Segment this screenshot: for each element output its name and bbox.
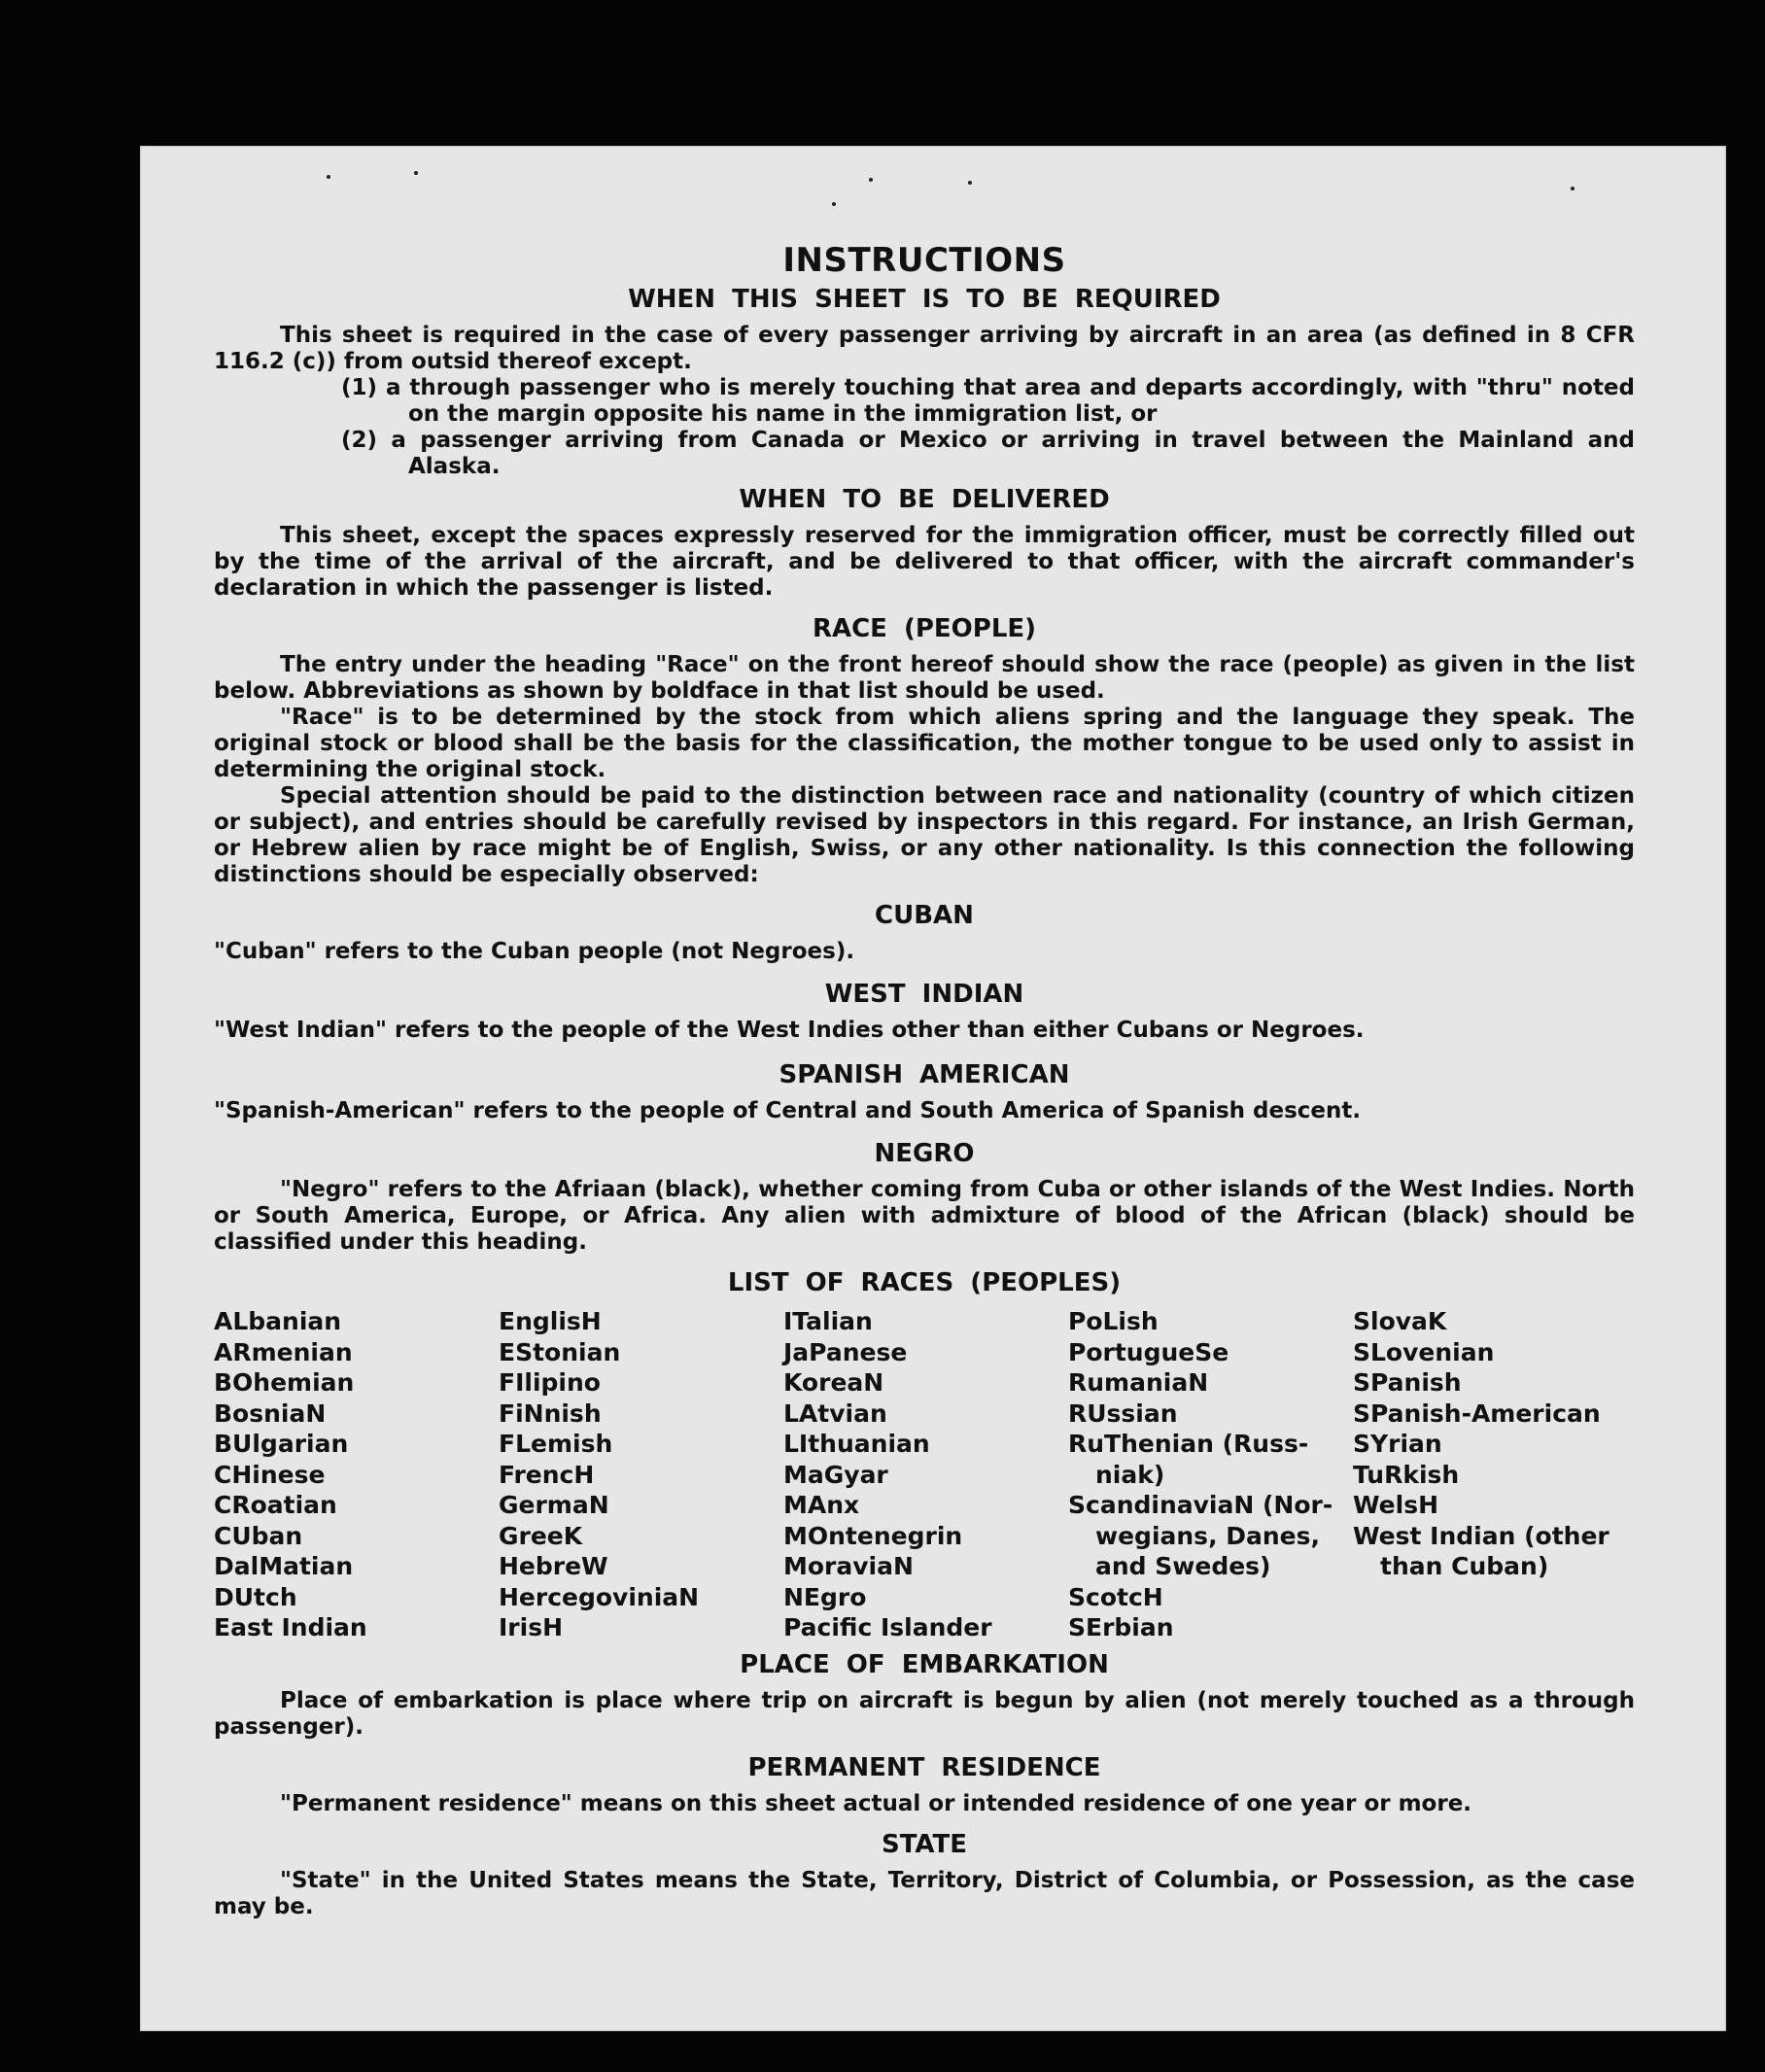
race-paragraph-1: The entry under the heading "Race" on the front hereof should show the race (people) as given in the list below. Abbreviations as shown by boldface in that list should be used.	[214, 652, 1635, 704]
heading-when-delivered: WHEN TO BE DELIVERED	[739, 485, 1110, 514]
race-entry: FiNnish	[499, 1399, 602, 1428]
race-entry: ARmenian	[214, 1337, 353, 1366]
state-text: "State" in the United States means the State, Territory, District of Columbia, or Possession, as the case may be.	[214, 1867, 1635, 1919]
heading-spanish-american: SPANISH AMERICAN	[779, 1060, 1070, 1089]
races-column-1	[214, 1306, 499, 1643]
race-entry-continuation: wegians, Danes,	[1095, 1521, 1321, 1550]
race-entry: MAnx	[783, 1491, 860, 1519]
races-list	[214, 1306, 1635, 1643]
heading-embarkation: PLACE OF EMBARKATION	[740, 1649, 1109, 1679]
race-entry: FrencH	[499, 1460, 595, 1489]
race-entry: MOntenegrin	[783, 1521, 963, 1550]
race-entry: KoreaN	[783, 1368, 884, 1397]
race-entry: DalMatian	[214, 1552, 354, 1580]
race-entry: ALbanian	[214, 1307, 342, 1335]
negro-text: "Negro" refers to the Afriaan (black), whether coming from Cuba or other islands of the West Indies. North or South America, Europe, or Africa. Any alien with admixture of blood of the African (black) should be classified under this heading.	[214, 1177, 1635, 1255]
exception-item-2: (2) a passenger arriving from Canada or Mexico or arriving in travel between the Mainland and Alaska.	[341, 428, 1635, 479]
race-entry: West Indian (other	[1353, 1521, 1609, 1550]
race-entry: Pacific Islander	[783, 1613, 992, 1641]
race-entry: GreeK	[499, 1521, 583, 1550]
race-entry: SPanish-American	[1353, 1399, 1601, 1428]
spanish-american-text: "Spanish-American" refers to the people of Central and South America of Spanish descent.	[214, 1098, 1362, 1123]
heading-negro: NEGRO	[874, 1139, 975, 1168]
race-entry: ScandinaviaN (Nor-	[1068, 1491, 1333, 1519]
page-title: INSTRUCTIONS	[782, 241, 1066, 280]
heading-west-indian: WEST INDIAN	[824, 980, 1024, 1009]
race-entry: SPanish	[1353, 1368, 1462, 1397]
race-entry: EStonian	[499, 1337, 621, 1366]
race-entry: ScotcH	[1068, 1582, 1163, 1611]
heading-race: RACE (PEOPLE)	[812, 614, 1037, 643]
races-column-4	[1068, 1306, 1353, 1643]
race-entry: BOhemian	[214, 1368, 355, 1397]
race-entry-continuation: and Swedes)	[1095, 1552, 1271, 1580]
race-entry: East Indian	[214, 1613, 367, 1641]
exception-item-1: (1) a through passenger who is merely touching that area and departs accordingly, with "thru" noted on the margin opposite his name in the immigration list, or	[341, 375, 1635, 427]
permanent-residence-text: "Permanent residence" means on this sheet actual or intended residence of one year or more.	[280, 1790, 1472, 1816]
race-entry: PortugueSe	[1068, 1337, 1229, 1366]
heading-when-required: WHEN THIS SHEET IS TO BE REQUIRED	[628, 285, 1221, 314]
race-entry: EnglisH	[499, 1307, 602, 1335]
race-entry: MoraviaN	[783, 1552, 914, 1580]
when-required-intro: This sheet is required in the case of every passenger arriving by aircraft in an area (as defined in 8 CFR 116.2 (c)) from outsid thereof except.	[214, 323, 1635, 374]
race-entry: LIthuanian	[783, 1430, 930, 1458]
race-entry: FLemish	[499, 1430, 613, 1458]
race-entry: BosniaN	[214, 1399, 327, 1428]
west-indian-text: "West Indian" refers to the people of the West Indies other than either Cubans or Negroes.	[214, 1018, 1365, 1043]
races-column-5	[1353, 1306, 1635, 1643]
race-entry: CUban	[214, 1521, 303, 1550]
race-entry-continuation: than Cuban)	[1380, 1552, 1549, 1580]
race-entry: HebreW	[499, 1552, 608, 1580]
race-entry: NEgro	[783, 1582, 867, 1611]
races-column-2	[499, 1306, 783, 1643]
race-entry: HercegoviniaN	[499, 1582, 700, 1611]
race-entry: LAtvian	[783, 1399, 887, 1428]
race-entry: SYrian	[1353, 1430, 1442, 1458]
cuban-text: "Cuban" refers to the Cuban people (not Negroes).	[214, 939, 855, 964]
race-entry: RumaniaN	[1068, 1368, 1209, 1397]
document-page	[140, 146, 1726, 2031]
race-entry: WelsH	[1353, 1491, 1439, 1519]
race-entry: MaGyar	[783, 1460, 888, 1489]
heading-list-of-races: LIST OF RACES (PEOPLES)	[727, 1268, 1122, 1297]
race-entry: SlovaK	[1353, 1307, 1447, 1335]
race-entry: CHinese	[214, 1460, 326, 1489]
race-entry: RUssian	[1068, 1399, 1178, 1428]
instructions-content	[214, 146, 1635, 1920]
race-entry: TuRkish	[1353, 1460, 1460, 1489]
race-entry: FIlipino	[499, 1368, 601, 1397]
race-entry: BUlgarian	[214, 1430, 349, 1458]
race-entry: ITalian	[783, 1307, 873, 1335]
race-paragraph-3: Special attention should be paid to the distinction between race and nationality (country of which citizen or subject), and entries should be carefully revised by inspectors in this regard. For instance, an Irish German, or Hebrew alien by race might be of English, Swiss, or any other nationality. Is this connection the following distinctions should be especially observed:	[214, 783, 1635, 887]
race-entry-continuation: niak)	[1095, 1460, 1165, 1489]
race-entry: GermaN	[499, 1491, 609, 1519]
when-delivered-text: This sheet, except the spaces expressly reserved for the immigration officer, must be correctly filled out by the time of the arrival of the aircraft, and be delivered to that officer, with the aircraft commander's declaration in which the passenger is listed.	[214, 523, 1635, 601]
race-entry: IrisH	[499, 1613, 564, 1641]
race-entry: JaPanese	[783, 1337, 908, 1366]
race-entry: PoLish	[1068, 1307, 1159, 1335]
race-entry: SLovenian	[1353, 1337, 1495, 1366]
race-entry: DUtch	[214, 1582, 297, 1611]
races-column-3	[783, 1306, 1068, 1643]
race-entry: RuThenian (Russ-	[1068, 1430, 1309, 1458]
race-entry: SErbian	[1068, 1613, 1174, 1641]
heading-permanent-residence: PERMANENT RESIDENCE	[747, 1752, 1101, 1782]
heading-state: STATE	[881, 1829, 968, 1859]
race-entry: CRoatian	[214, 1491, 337, 1519]
race-paragraph-2: "Race" is to be determined by the stock from which aliens spring and the language they speak. The original stock or blood shall be the basis for the classification, the mother tongue to be used only to assist in determining the original stock.	[214, 705, 1635, 782]
heading-cuban: CUBAN	[875, 901, 974, 930]
embarkation-text: Place of embarkation is place where trip on aircraft is begun by alien (not merely touched as a through passenger).	[214, 1687, 1635, 1740]
